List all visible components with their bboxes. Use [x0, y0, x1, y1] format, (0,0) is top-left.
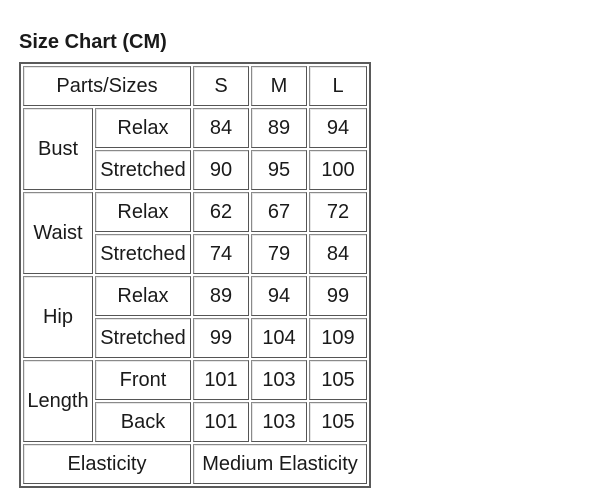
elasticity-label: Elasticity	[23, 444, 191, 484]
size-l-header: L	[309, 66, 367, 106]
value-cell: 109	[309, 318, 367, 358]
table-row	[23, 192, 367, 232]
value-cell: 72	[309, 192, 367, 232]
row-label: Stretched	[95, 318, 191, 358]
parts-sizes-header: Parts/Sizes	[23, 66, 191, 106]
header-row	[23, 66, 367, 106]
value-cell: 99	[309, 276, 367, 316]
value-cell: 90	[193, 150, 249, 190]
size-m-header: M	[251, 66, 307, 106]
row-label: Stretched	[95, 234, 191, 274]
value-cell: 84	[193, 108, 249, 148]
value-cell: 101	[193, 402, 249, 442]
value-cell: 101	[193, 360, 249, 400]
part-label-hip: Hip	[23, 276, 93, 358]
part-label-length: Length	[23, 360, 93, 442]
table-row	[23, 276, 367, 316]
value-cell: 74	[193, 234, 249, 274]
value-cell: 103	[251, 402, 307, 442]
value-cell: 105	[309, 402, 367, 442]
elasticity-value: Medium Elasticity	[193, 444, 367, 484]
value-cell: 67	[251, 192, 307, 232]
value-cell: 95	[251, 150, 307, 190]
value-cell: 105	[309, 360, 367, 400]
value-cell: 94	[309, 108, 367, 148]
footer-row	[23, 444, 367, 484]
value-cell: 100	[309, 150, 367, 190]
page-title: Size Chart (CM)	[19, 31, 167, 53]
row-label: Relax	[95, 276, 191, 316]
value-cell: 89	[193, 276, 249, 316]
value-cell: 99	[193, 318, 249, 358]
row-label: Relax	[95, 192, 191, 232]
value-cell: 62	[193, 192, 249, 232]
row-label: Relax	[95, 108, 191, 148]
table-row	[23, 360, 367, 400]
value-cell: 84	[309, 234, 367, 274]
part-label-bust: Bust	[23, 108, 93, 190]
size-chart-table	[19, 62, 371, 488]
value-cell: 89	[251, 108, 307, 148]
size-s-header: S	[193, 66, 249, 106]
row-label: Back	[95, 402, 191, 442]
value-cell: 104	[251, 318, 307, 358]
value-cell: 103	[251, 360, 307, 400]
value-cell: 79	[251, 234, 307, 274]
table-row	[23, 108, 367, 148]
value-cell: 94	[251, 276, 307, 316]
part-label-waist: Waist	[23, 192, 93, 274]
row-label: Stretched	[95, 150, 191, 190]
row-label: Front	[95, 360, 191, 400]
